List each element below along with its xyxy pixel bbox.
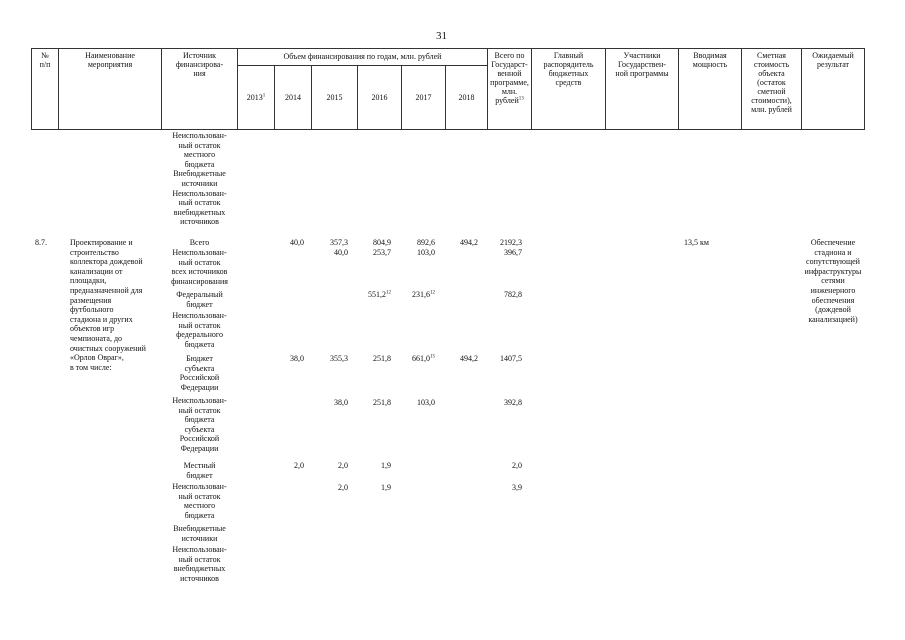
row-unused-regional-2017: 103,0 [417, 398, 435, 407]
row-total-2016: 804,9 [373, 238, 391, 247]
table-header [31, 48, 865, 130]
row-source-total: Всего [189, 238, 210, 247]
header-year-2013: 2013$^1$ [246, 93, 266, 102]
row-unused-all-sum: 396,7 [504, 248, 522, 257]
row-unused-local-sum: 3,9 [512, 483, 522, 492]
row-unused-regional-sum: 392,8 [504, 398, 522, 407]
row-source-unused-extrabudgetary: Неиспользован- ный остаток внебюджетных источников [172, 545, 227, 583]
item-capacity: 13,5 км [684, 238, 709, 247]
row-source-unused-regional: Неиспользован- ный остаток бюджета субъекта Российской Федерации [172, 396, 227, 453]
row-regional-sum: 1407,5 [500, 354, 522, 363]
header-year-2014: 2014 [285, 93, 301, 102]
row-local-2015: 2,0 [338, 461, 348, 470]
continuation-sources: Неиспользован- ный остаток местного бюджета Внебюджетные источники Неиспользован- ный остаток внебюджетных источников [172, 131, 227, 227]
row-federal-2016: 551,2$^{12}$ [368, 290, 391, 299]
row-source-regional: Бюджет субъекта Российской Федерации [179, 354, 220, 392]
row-local-2014: 2,0 [294, 461, 304, 470]
header-col-participants: Участники Государствен- ной программы [615, 51, 669, 78]
row-regional-2014: 38,0 [290, 354, 304, 363]
row-total-2014: 40,0 [290, 238, 304, 247]
header-col-volume: Объем финансирования по годам, млн. рублей [283, 52, 442, 61]
item-expected-result: Обеспечение стадиона и сопутствующей инфраструктуры сетями инженерного обеспечения (дождевой канализацией) [804, 238, 862, 324]
page-number: 31 [436, 30, 447, 42]
row-source-local: Местный бюджет [183, 461, 216, 480]
row-source-unused-all: Неиспользован- ный остаток всех источников финансирования [171, 248, 228, 286]
row-unused-regional-2015: 38,0 [334, 398, 348, 407]
header-year-2015: 2015 [326, 93, 343, 102]
row-unused-local-2015: 2,0 [338, 483, 348, 492]
row-federal-2017: 231,6$^{12}$ [412, 290, 435, 299]
item-name: Проектирование и строительство коллектора дождевой канализации от площадки, предназначенной для размещения футбольного стадиона и других объектов игр чемпионата, до очистных сооружений «Орлов Овраг», в том числе: [70, 238, 146, 372]
row-regional-2017: 661,0$^{15}$ [412, 354, 435, 363]
header-col-result: Ожидаемый результат [812, 51, 854, 69]
row-federal-sum: 782,8 [504, 290, 522, 299]
row-source-extrabudgetary: Внебюджетные источники [173, 524, 226, 543]
header-col-manager: Главный распорядитель бюджетных средств [543, 51, 594, 87]
row-total-2018: 494,2 [460, 238, 478, 247]
item-number: 8.7. [35, 238, 47, 247]
row-source-unused-federal: Неиспользован- ный остаток федерального бюджета [172, 311, 227, 349]
row-source-unused-local: Неиспользован- ный остаток местного бюджета [172, 482, 227, 520]
row-unused-regional-2016: 251,8 [373, 398, 391, 407]
row-unused-all-2016: 253,7 [373, 248, 391, 257]
header-col-number: № п/п [39, 51, 51, 69]
row-regional-2018: 494,2 [460, 354, 478, 363]
row-regional-2016: 251,8 [373, 354, 391, 363]
header-year-2017: 2017 [415, 93, 432, 102]
header-top-border [31, 48, 865, 49]
row-local-sum: 2,0 [512, 461, 522, 470]
row-unused-all-2015: 40,0 [334, 248, 348, 257]
row-unused-all-2017: 103,0 [417, 248, 435, 257]
row-source-federal: Федеральный бюджет [176, 290, 223, 309]
header-col-capacity: Вводимая мощность [692, 51, 728, 69]
header-col-source: Источник финансирова- ния [175, 51, 224, 78]
header-col-total: Всего по Государст- венной программе, млн. рублей$^{13}$ [490, 51, 529, 105]
row-local-2016: 1,9 [381, 461, 391, 470]
row-total-2015: 357,3 [330, 238, 348, 247]
header-col-name: Наименование мероприятия [85, 51, 135, 69]
header-year-2018: 2018 [458, 93, 475, 102]
header-bottom-border [31, 129, 865, 130]
row-total-2017: 892,6 [417, 238, 435, 247]
header-year-2016: 2016 [371, 93, 388, 102]
row-unused-local-2016: 1,9 [381, 483, 391, 492]
row-regional-2015: 355,3 [330, 354, 348, 363]
header-col-estimate: Сметная стоимость объекта (остаток сметной стоимости), млн. рублей [751, 51, 792, 114]
row-total-sum: 2192,3 [500, 238, 522, 247]
